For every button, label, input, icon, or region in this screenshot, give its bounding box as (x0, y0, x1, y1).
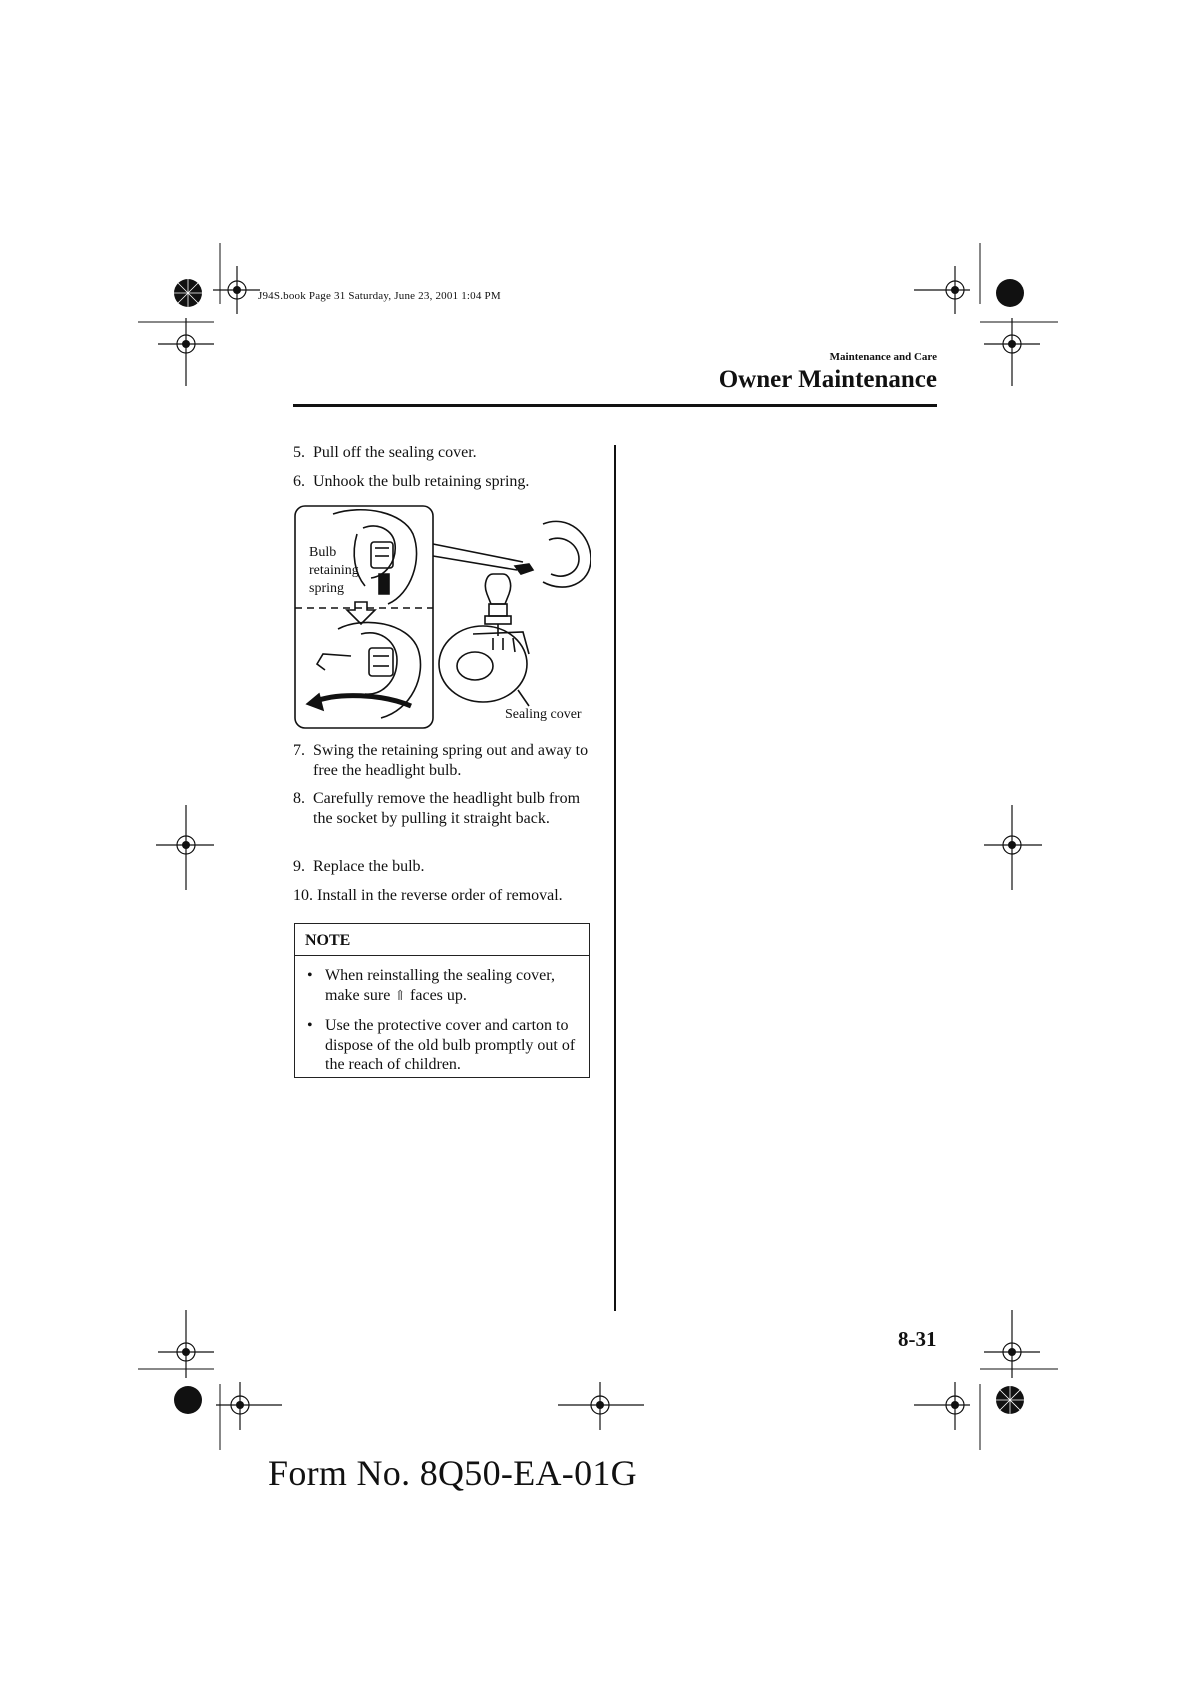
step-text: Swing the retaining spring out and away to free the headlight bulb. (313, 742, 589, 779)
step-8 (293, 789, 593, 828)
crosshair-bottom-left-b (216, 1382, 282, 1430)
step-10 (293, 886, 593, 906)
crosshair-top-left-b (158, 318, 214, 386)
crosshair-bottom-right-a (984, 1310, 1040, 1378)
step-text: Replace the bulb. (313, 858, 425, 875)
step-5 (293, 443, 593, 463)
page-number: 8-31 (898, 1327, 937, 1351)
dot-target-bottom-left (174, 1386, 202, 1414)
label-spring: spring (309, 581, 344, 596)
note-bullet-1 (295, 966, 589, 1006)
label-retaining: retaining (309, 563, 359, 578)
print-info: J94S.book Page 31 Saturday, June 23, 2001 1:04 PM (258, 290, 501, 302)
crosshair-bottom-left-a (158, 1310, 214, 1378)
label-sealing-cover: Sealing cover (505, 707, 582, 722)
step-number: 5. (293, 444, 305, 461)
note-box (294, 923, 590, 1078)
step-text: Unhook the bulb retaining spring. (313, 473, 530, 490)
note-list (295, 966, 589, 1075)
step-number: 10. (293, 887, 313, 904)
crosshair-top-right-b (984, 318, 1040, 386)
section-label: Maintenance and Care (829, 351, 937, 363)
step-text: Pull off the sealing cover. (313, 444, 477, 461)
form-number: Form No. 8Q50-EA-01G (268, 1453, 637, 1493)
step-text: Install in the reverse order of removal. (317, 887, 563, 904)
headlight-bulb-illustration (293, 504, 591, 730)
step-number: 6. (293, 473, 305, 490)
page-title: Owner Maintenance (718, 366, 937, 393)
title-divider (293, 404, 937, 407)
note-text: When reinstalling the sealing cover, make sure (325, 967, 555, 1004)
step-text: Carefully remove the headlight bulb from the socket by pulling it straight back. (313, 790, 581, 827)
step-6 (293, 472, 593, 492)
note-bullet-2: • Use the protective cover and carton to dispose of the old bulb promptly out of the reach of children. (295, 1016, 589, 1075)
column-divider (614, 445, 616, 1311)
star-target-top-left (174, 279, 202, 307)
step-7 (293, 741, 593, 780)
crosshair-bottom-right-b (914, 1382, 970, 1430)
note-heading: NOTE (295, 924, 589, 956)
dot-target-top-right (996, 279, 1024, 307)
label-bulb: Bulb (309, 545, 337, 560)
step-number: 9. (293, 858, 305, 875)
crosshair-top-right-a (914, 266, 970, 314)
step-number: 7. (293, 742, 305, 759)
up-arrow-icon: ⇑ (394, 988, 407, 1004)
note-text: faces up. (406, 986, 467, 1004)
bulb-diagram (293, 504, 591, 730)
step-number: 8. (293, 790, 305, 807)
star-target-bottom-right (996, 1386, 1024, 1414)
step-9 (293, 857, 593, 877)
